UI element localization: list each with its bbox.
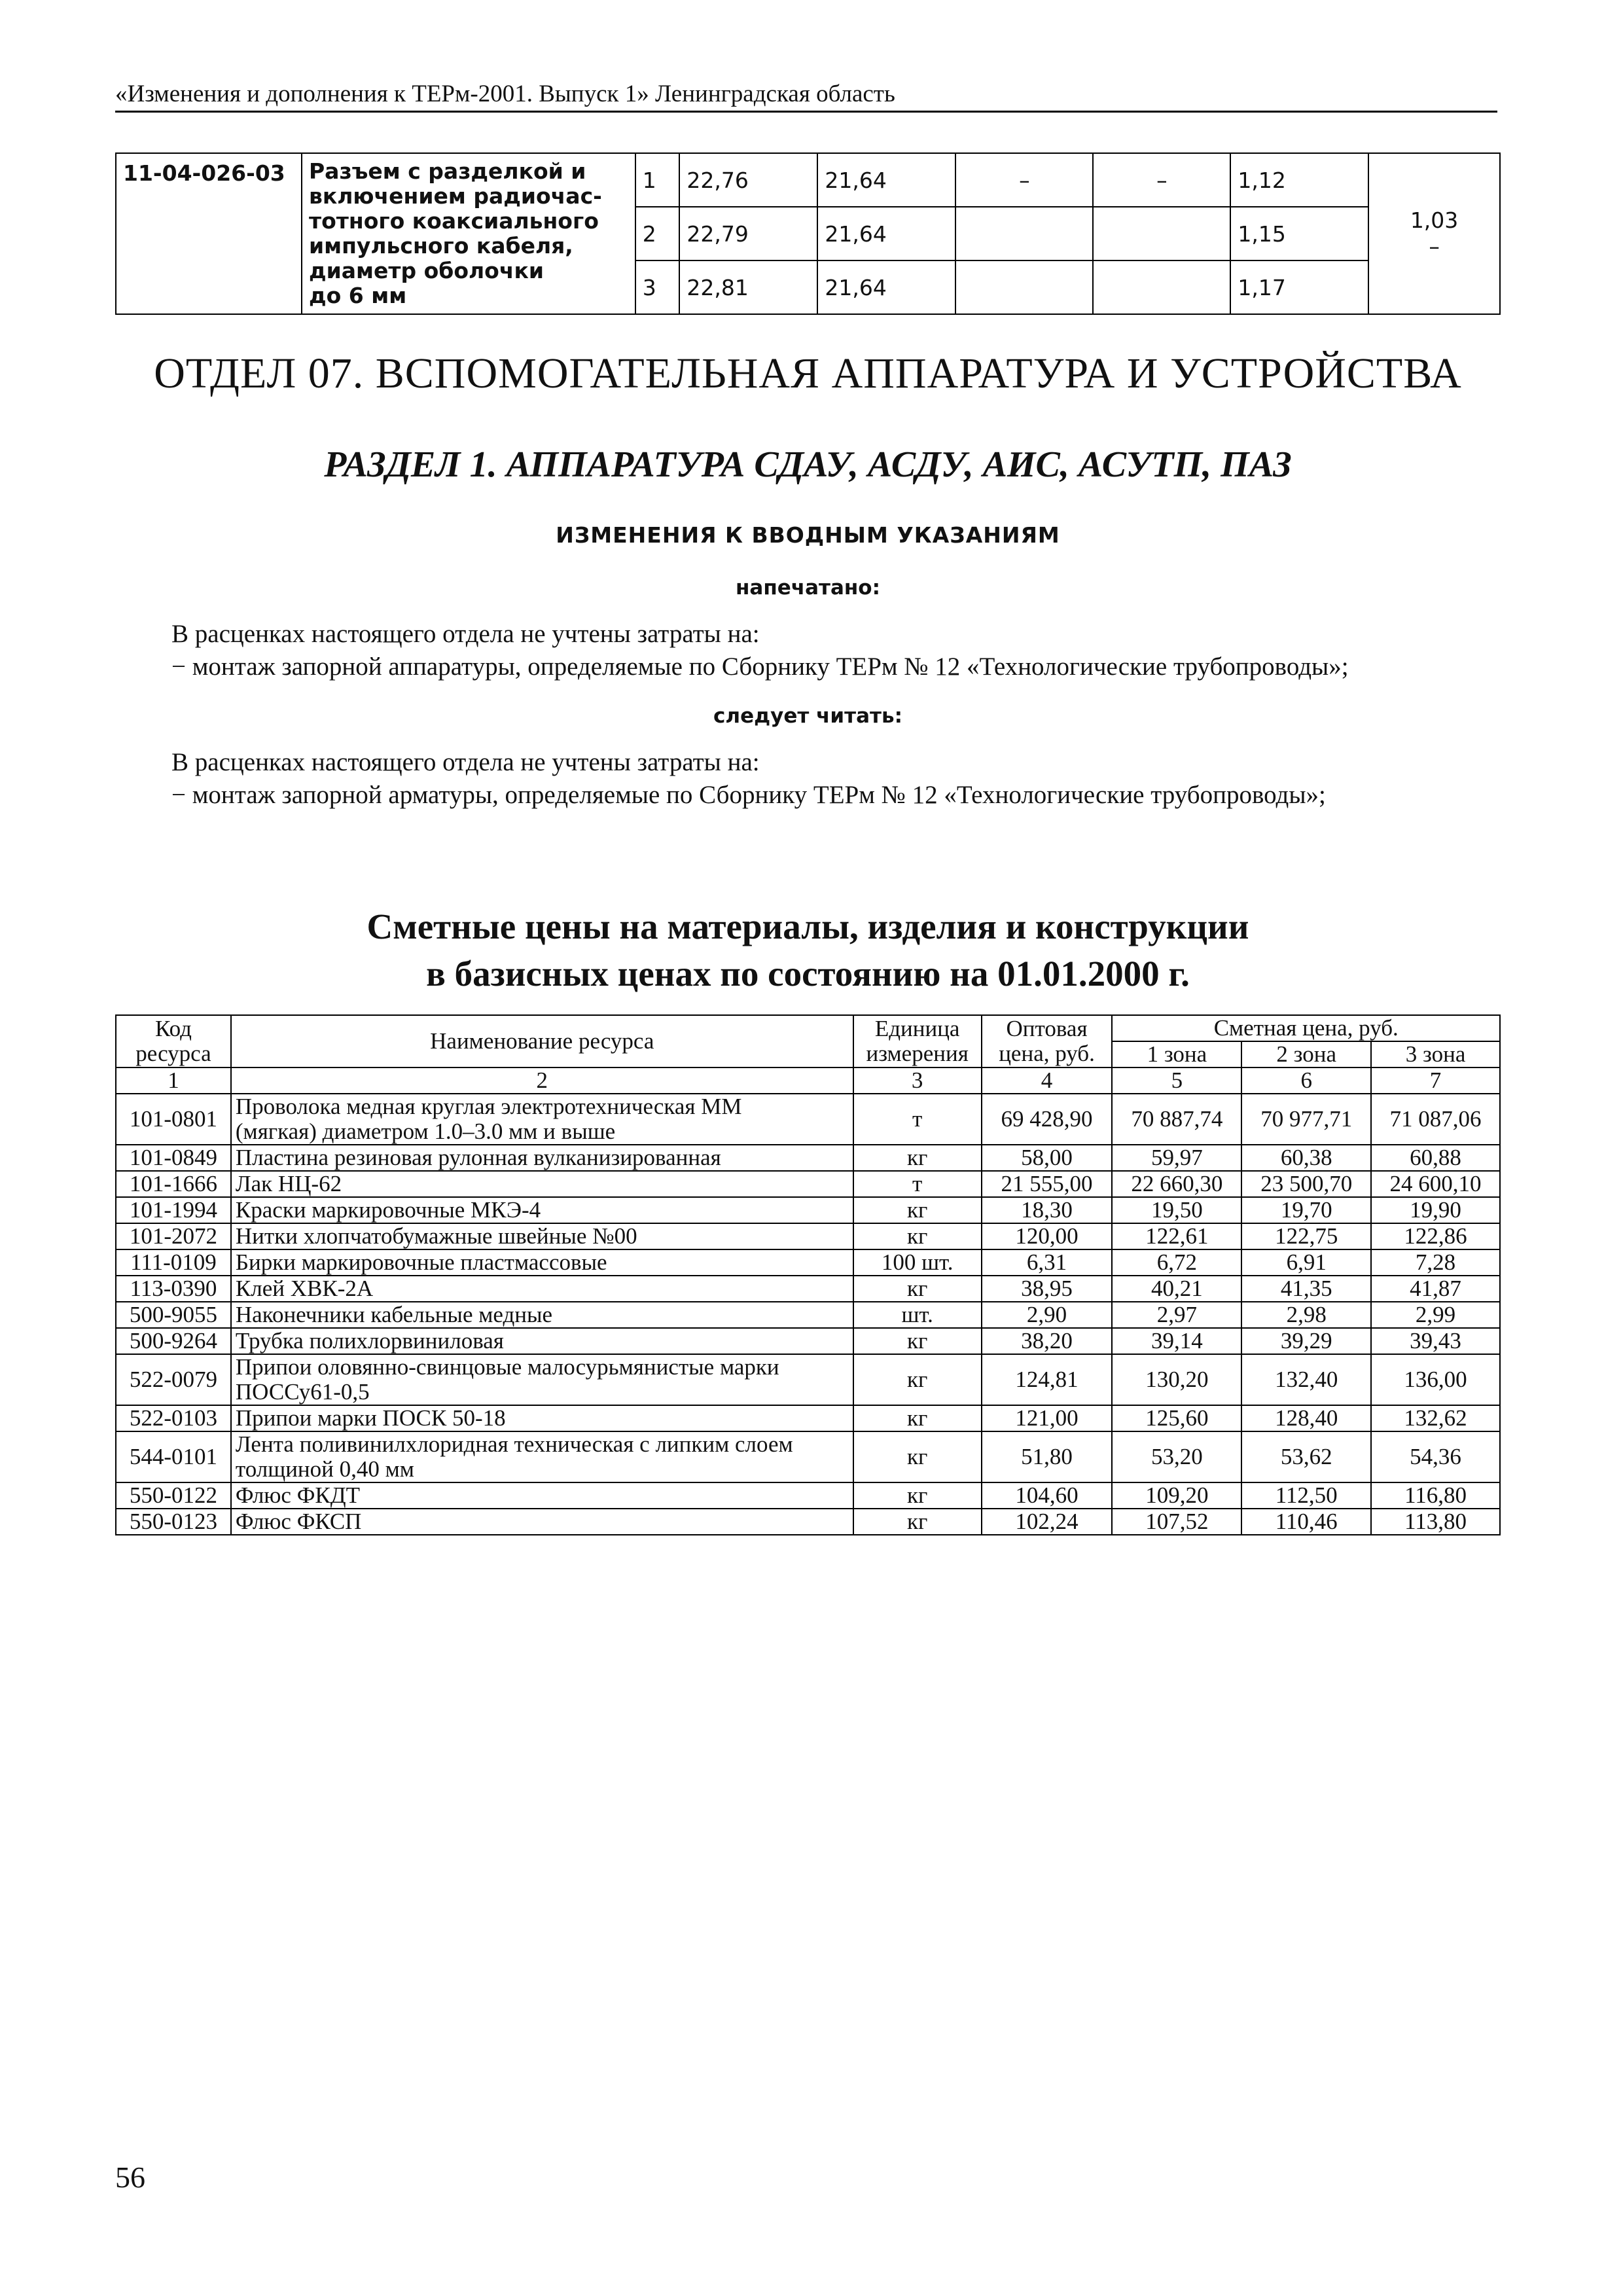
header-numbers: 1 2 3 4 5 6 7: [116, 1067, 1500, 1094]
zone-2-price: 39,29: [1241, 1328, 1371, 1354]
resource-unit: кг: [853, 1431, 982, 1482]
wholesale-price: 121,00: [982, 1405, 1113, 1431]
resource-code: 500-9055: [116, 1302, 231, 1328]
table-row: [116, 1509, 1500, 1535]
rate-code: 11-04-026-03: [116, 153, 302, 314]
zone-1-price: 130,20: [1112, 1354, 1241, 1405]
zone-2-price: 128,40: [1241, 1405, 1371, 1431]
zone-3-price: 136,00: [1371, 1354, 1500, 1405]
resource-code: 522-0079: [116, 1354, 231, 1405]
resource-name: Лак НЦ-62: [231, 1171, 853, 1197]
zone-3-price: 116,80: [1371, 1482, 1500, 1509]
resource-unit: кг: [853, 1405, 982, 1431]
zone-2-price: 70 977,71: [1241, 1094, 1371, 1145]
wholesale-price: 38,20: [982, 1328, 1113, 1354]
wholesale-price: 124,81: [982, 1354, 1113, 1405]
wholesale-price: 21 555,00: [982, 1171, 1113, 1197]
resource-code: 101-2072: [116, 1223, 231, 1249]
zone-2-price: 19,70: [1241, 1197, 1371, 1223]
wholesale-price: 104,60: [982, 1482, 1113, 1509]
resource-unit: кг: [853, 1328, 982, 1354]
table-row: [116, 1405, 1500, 1431]
table-row: 3 22,81 21,64 1,17: [116, 260, 1500, 314]
zone-3-price: 54,36: [1371, 1431, 1500, 1482]
table-row: [116, 1145, 1500, 1171]
zone-2-price: 6,91: [1241, 1249, 1371, 1276]
zone-2-price: 2,98: [1241, 1302, 1371, 1328]
zone-1-price: 2,97: [1112, 1302, 1241, 1328]
zone-3-price: 24 600,10: [1371, 1171, 1500, 1197]
table-row: [116, 1249, 1500, 1276]
table-row: [116, 1482, 1500, 1509]
resource-name: Лента поливинилхлоридная техническая с липким слоем толщиной 0,40 мм: [231, 1431, 853, 1482]
zone-1-price: 70 887,74: [1112, 1094, 1241, 1145]
resource-code: 101-0849: [116, 1145, 231, 1171]
zone-3-price: 41,87: [1371, 1276, 1500, 1302]
zone-2-price: 112,50: [1241, 1482, 1371, 1509]
resource-code: 500-9264: [116, 1328, 231, 1354]
follow-text: В расценках настоящего отдела не учтены затраты на: − монтаж запорной арматуры, определяемые по Сборнику ТЕРм № 12 «Технологические трубопроводы»;: [171, 748, 1326, 809]
zone-2-price: 53,62: [1241, 1431, 1371, 1482]
wholesale-price: 6,31: [982, 1249, 1113, 1276]
header-zone-3: 3 зона: [1371, 1041, 1500, 1067]
zone-3-price: 113,80: [1371, 1509, 1500, 1535]
header-code: Код ресурса: [116, 1015, 231, 1067]
resource-code: 544-0101: [116, 1431, 231, 1482]
resource-unit: т: [853, 1171, 982, 1197]
rate-last-col: 1,03 –: [1368, 153, 1500, 314]
price-table: [115, 1014, 1501, 1535]
header-unit: Единица измерения: [853, 1015, 982, 1067]
table-row: [116, 1223, 1500, 1249]
wholesale-price: 120,00: [982, 1223, 1113, 1249]
resource-unit: кг: [853, 1354, 982, 1405]
resource-name: Проволока медная круглая электротехническая ММ (мягкая) диаметром 1.0–3.0 мм и выше: [231, 1094, 853, 1145]
zone-1-price: 19,50: [1112, 1197, 1241, 1223]
resource-name: Нитки хлопчатобумажные швейные №00: [231, 1223, 853, 1249]
resource-unit: шт.: [853, 1302, 982, 1328]
zone-2-price: 110,46: [1241, 1509, 1371, 1535]
zone-1-price: 59,97: [1112, 1145, 1241, 1171]
zone-1-price: 39,14: [1112, 1328, 1241, 1354]
otdel-title: ОТДЕЛ 07. ВСПОМОГАТЕЛЬНАЯ АППАРАТУРА И УСТРОЙСТВА: [154, 350, 1462, 397]
resource-unit: кг: [853, 1509, 982, 1535]
zone-1-price: 6,72: [1112, 1249, 1241, 1276]
zone-2-price: 122,75: [1241, 1223, 1371, 1249]
zone-3-price: 39,43: [1371, 1328, 1500, 1354]
table-row: [116, 1354, 1500, 1405]
zone-3-price: 60,88: [1371, 1145, 1500, 1171]
resource-name: Припои марки ПОСК 50-18: [231, 1405, 853, 1431]
wholesale-price: 18,30: [982, 1197, 1113, 1223]
table-row: [116, 1276, 1500, 1302]
table-row: [116, 1328, 1500, 1354]
page-number: 56: [115, 2161, 145, 2194]
rate-name: Разъем с разделкой и включением радиочас- тотного коаксиального импульсного кабеля, диаметр оболочки до 6 мм: [302, 153, 635, 314]
zone-2-price: 132,40: [1241, 1354, 1371, 1405]
resource-code: 101-1994: [116, 1197, 231, 1223]
table-row: 11-04-026-03 Разъем с разделкой и включением радиочас- тотного коаксиального импульсного кабеля, диаметр оболочки до 6 мм 1 22,76 21,64 – – 1,12 1,03 –: [116, 153, 1500, 207]
zone-1-price: 122,61: [1112, 1223, 1241, 1249]
resource-unit: кг: [853, 1276, 982, 1302]
zone-1-price: 22 660,30: [1112, 1171, 1241, 1197]
header-zone-1: 1 зона: [1112, 1041, 1241, 1067]
resource-name: Припои оловянно-свинцовые малосурьмянистые марки ПОССу61-0,5: [231, 1354, 853, 1405]
resource-code: 522-0103: [116, 1405, 231, 1431]
zone-3-price: 132,62: [1371, 1405, 1500, 1431]
resource-name: Флюс ФКСП: [231, 1509, 853, 1535]
zone-3-price: 71 087,06: [1371, 1094, 1500, 1145]
header-estimate: Сметная цена, руб.: [1112, 1015, 1500, 1041]
resource-name: Пластина резиновая рулонная вулканизированная: [231, 1145, 853, 1171]
zone-3-price: 122,86: [1371, 1223, 1500, 1249]
zone-3-price: 7,28: [1371, 1249, 1500, 1276]
resource-unit: кг: [853, 1482, 982, 1509]
header-name: Наименование ресурса: [231, 1015, 853, 1067]
resource-unit: кг: [853, 1223, 982, 1249]
zone-2-price: 23 500,70: [1241, 1171, 1371, 1197]
resource-unit: т: [853, 1094, 982, 1145]
zone-1-price: 125,60: [1112, 1405, 1241, 1431]
follow-label: следует читать:: [713, 704, 902, 728]
wholesale-price: 2,90: [982, 1302, 1113, 1328]
printed-text: В расценках настоящего отдела не учтены затраты на: − монтаж запорной аппаратуры, определяемые по Сборнику ТЕРм № 12 «Технологические трубопроводы»;: [171, 620, 1349, 681]
zone-1-price: 53,20: [1112, 1431, 1241, 1482]
resource-unit: кг: [853, 1197, 982, 1223]
zone-1-price: 109,20: [1112, 1482, 1241, 1509]
zone-1-price: 40,21: [1112, 1276, 1241, 1302]
resource-name: Наконечники кабельные медные: [231, 1302, 853, 1328]
wholesale-price: 102,24: [982, 1509, 1113, 1535]
header-zone-2: 2 зона: [1241, 1041, 1371, 1067]
printed-label: напечатано:: [736, 576, 880, 600]
table-row: [116, 1431, 1500, 1482]
top-rate-table: [115, 152, 1501, 315]
wholesale-price: 58,00: [982, 1145, 1113, 1171]
table-row: [116, 1197, 1500, 1223]
wholesale-price: 69 428,90: [982, 1094, 1113, 1145]
resource-name: Бирки маркировочные пластмассовые: [231, 1249, 853, 1276]
resource-unit: кг: [853, 1145, 982, 1171]
table-row: 2 22,79 21,64 1,15: [116, 207, 1500, 260]
header-wholesale: Оптовая цена, руб.: [982, 1015, 1113, 1067]
wholesale-price: 51,80: [982, 1431, 1113, 1482]
resource-code: 550-0122: [116, 1482, 231, 1509]
zone-1-price: 107,52: [1112, 1509, 1241, 1535]
resource-code: 101-1666: [116, 1171, 231, 1197]
wholesale-price: 38,95: [982, 1276, 1113, 1302]
resource-name: Флюс ФКДТ: [231, 1482, 853, 1509]
resource-code: 550-0123: [116, 1509, 231, 1535]
resource-name: Клей ХВК-2А: [231, 1276, 853, 1302]
resource-name: Краски маркировочные МКЭ-4: [231, 1197, 853, 1223]
razdel-title: РАЗДЕЛ 1. АППАРАТУРА СДАУ, АСДУ, АИС, АСУТП, ПАЗ: [324, 444, 1292, 485]
resource-code: 111-0109: [116, 1249, 231, 1276]
resource-code: 101-0801: [116, 1094, 231, 1145]
resource-unit: 100 шт.: [853, 1249, 982, 1276]
table-title: Сметные цены на материалы, изделия и конструкции в базисных ценах по состоянию на 01.01.2000 г.: [366, 906, 1249, 994]
table-row: [116, 1302, 1500, 1328]
zone-3-price: 19,90: [1371, 1197, 1500, 1223]
page-header: «Изменения и дополнения к ТЕРм-2001. Выпуск 1» Ленинградская область: [115, 80, 1497, 113]
table-row: [116, 1094, 1500, 1145]
zone-2-price: 41,35: [1241, 1276, 1371, 1302]
resource-code: 113-0390: [116, 1276, 231, 1302]
resource-name: Трубка полихлорвиниловая: [231, 1328, 853, 1354]
intro-heading: ИЗМЕНЕНИЯ К ВВОДНЫМ УКАЗАНИЯМ: [556, 522, 1060, 548]
zone-2-price: 60,38: [1241, 1145, 1371, 1171]
zone-3-price: 2,99: [1371, 1302, 1500, 1328]
table-row: [116, 1171, 1500, 1197]
